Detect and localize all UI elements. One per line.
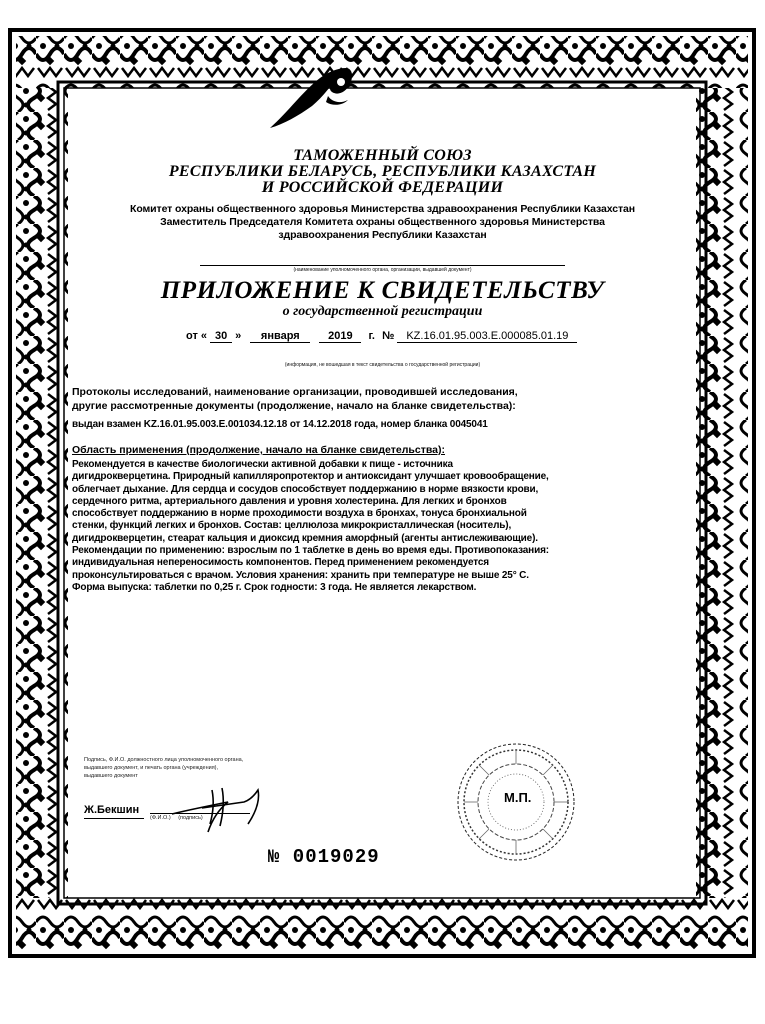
- protocols-line1: Протоколы исследований, наименование организации, проводившей исследования,: [72, 386, 518, 398]
- date-year: 2019: [319, 330, 361, 343]
- area-line: дигидрокверцетина. Природный капилляропротектор и антиоксидант улучшает кровообращение,: [72, 471, 549, 483]
- area-line: способствует поддержанию в норме проходимости воздуха в бронхах, тонуса бронхиальной: [72, 508, 527, 520]
- date-day: 30: [210, 330, 232, 343]
- name-underline: [84, 818, 144, 819]
- date-year-suffix: г.: [368, 330, 375, 342]
- area-line: Рекомендуется в качестве биологически активной добавки к пище - источника: [72, 459, 453, 470]
- signature-caption-line2: выдавшего документ, и печать органа (учреждения),: [84, 765, 219, 771]
- committee-line3: здравоохранения Республики Казахстан: [278, 229, 487, 241]
- date-line: [186, 330, 616, 343]
- stamp-label: М.П.: [504, 790, 532, 805]
- area-line: проконсультироваться с врачом. Условия хранения: хранить при температуре не выше 25° С.: [72, 569, 529, 581]
- number-label: №: [382, 330, 395, 342]
- signature-caption-line3: выдавшего документ: [84, 773, 138, 779]
- document-subtitle: о государственной регистрации: [282, 304, 483, 319]
- area-line: индивидуальная непереносимость компонентов. Перед применением рекомендуется: [72, 557, 489, 569]
- date-quote-close: »: [235, 330, 242, 342]
- union-title-line3: И РОССИЙСКОЙ ФЕДЕРАЦИИ: [261, 179, 504, 196]
- date-month: января: [250, 330, 310, 343]
- date-caption: (информация, не вошедшая в текст свидетельства о государственной регистрации): [284, 362, 481, 368]
- area-heading: Область применения (продолжение, начало на бланке свидетельства):: [72, 444, 445, 456]
- signatory-name: Ж.Бекшин: [84, 804, 140, 816]
- document-title: ПРИЛОЖЕНИЕ К СВИДЕТЕЛЬСТВУ: [160, 277, 605, 304]
- area-line: дигидрокверцетин, стеарат кальция и диоксид кремния аморфный (агенты антислеживающие).: [72, 532, 538, 544]
- form-number: № 0019029: [268, 846, 380, 868]
- protocols-line2: другие рассмотренные документы (продолжение, начало на бланке свидетельства):: [72, 400, 516, 412]
- protocols-line3: выдан взамен KZ.16.01.95.003.E.001034.12.18 от 14.12.2018 года, номер бланка 0045041: [72, 419, 488, 430]
- date-from-label: от «: [186, 330, 208, 342]
- sign-caption: (подпись): [178, 815, 203, 821]
- committee-line2: Заместитель Председателя Комитета охраны общественного здоровья Министерства: [160, 216, 605, 228]
- area-line: стенки, функций легких и бронхов. Состав: целлюлоза микрокристаллическая (носитель),: [72, 520, 512, 532]
- union-title-line2: РЕСПУБЛИКИ БЕЛАРУСЬ, РЕСПУБЛИКИ КАЗАХСТАН: [168, 163, 597, 180]
- union-title-line1: ТАМОЖЕННЫЙ СОЮЗ: [293, 147, 472, 164]
- signature-caption-line1: Подпись, Ф.И.О. должностного лица уполномоченного органа,: [84, 757, 244, 763]
- area-line: облегчает дыхание. Для сердца и сосудов способствует поддержанию в норме вязкости крови,: [72, 483, 539, 495]
- registration-number: KZ.16.01.95.003.E.000085.01.19: [397, 330, 577, 343]
- authority-caption: (наименование уполномоченного органа, организации, выдавшей документ): [200, 265, 565, 273]
- committee-line1: Комитет охраны общественного здоровья Министерства здравоохранения Республики Казахстан: [130, 203, 635, 215]
- area-line: Форма выпуска: таблетки по 0,25 г. Срок годности: 3 года. Не является лекарством.: [72, 581, 477, 593]
- fio-caption: (Ф.И.О.): [150, 815, 171, 821]
- customs-union-logo: [268, 62, 358, 132]
- area-line: Рекомендации по применению: взрослым по 1 таблетке в день во время еды. Противопоказания:: [72, 545, 549, 557]
- handwritten-signature: [168, 780, 278, 840]
- area-body: [72, 459, 549, 594]
- signature-caption: [84, 756, 314, 780]
- area-line: сердечного ритма, артериального давления и уровня холестерина. Для легких и бронхов: [72, 495, 507, 507]
